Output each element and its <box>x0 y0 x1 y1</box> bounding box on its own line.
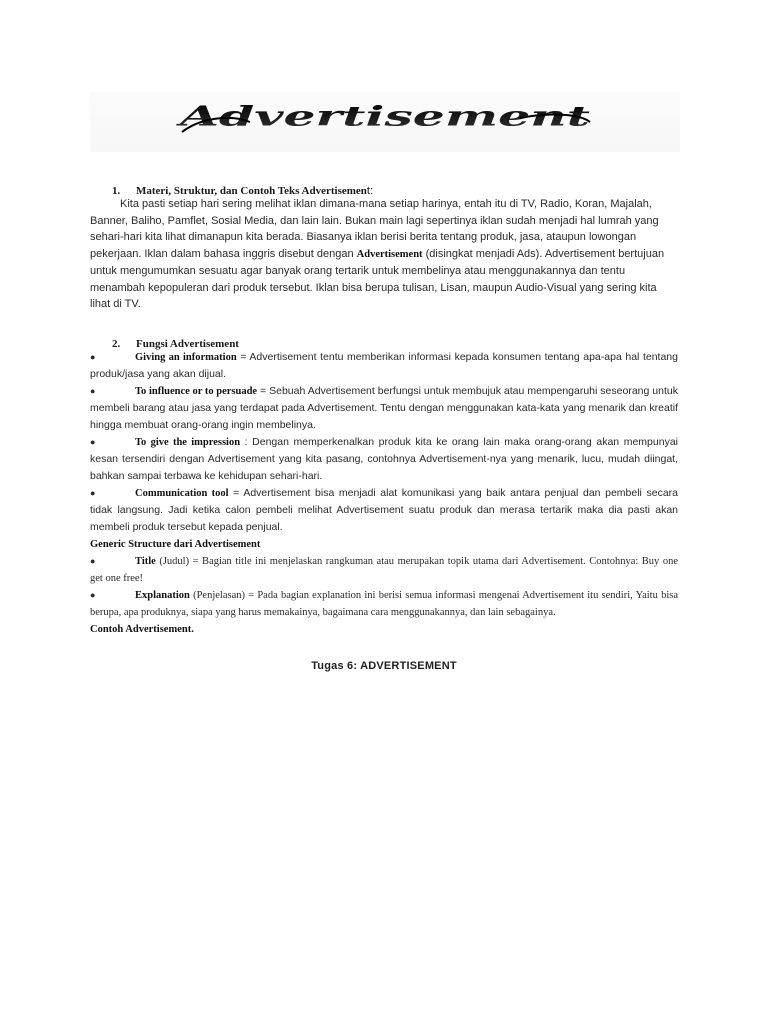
section2-bullet-list <box>90 349 678 638</box>
section2-number: 2. <box>112 338 121 350</box>
bullet-term: Explanation <box>135 590 190 601</box>
logo-wordart <box>90 92 680 152</box>
bullet-icon: ● <box>90 386 96 396</box>
list-item <box>90 349 678 383</box>
advertisement-logo <box>90 92 680 152</box>
bullet-icon: ● <box>90 352 96 362</box>
bullet-term: To influence or to persuade <box>135 386 258 397</box>
bullet-term: Giving an information <box>135 352 237 363</box>
bullet-term: To give the impression <box>135 437 241 448</box>
bullet-text: = Advertisement tentu memberikan informasi kepada konsumen tentang apa-apa hal tentang produk/jasa yang akan dijual. <box>90 351 678 380</box>
bullet-icon: ● <box>90 556 96 566</box>
bullet-icon: ● <box>90 488 96 498</box>
bullet-text: (Judul) = Bagian title ini menjelaskan rangkuman atau merupakan topik utama dari Advertisement. Contohnya: Buy one get one free! <box>90 556 678 584</box>
assignment-title: Tugas 6: ADVERTISEMENT <box>311 660 457 672</box>
section1-title: Materi, Struktur, dan Contoh Teks Advertisemen <box>136 185 367 197</box>
list-item <box>90 553 678 587</box>
section1-title-tail: t: <box>366 185 374 197</box>
bullet-text: (Penjelasan) = Pada bagian explanation ini berisi semua informasi mengenai Advertisement itu sendiri, Yaitu bisa berupa, apa produknya, siapa yang harus memakainya, bagaimana cara menggunakannya, dan lain sebagainya. <box>90 590 678 618</box>
bullet-text: = Advertisement bisa menjadi alat komunikasi yang baik antara penjual dan pembeli secara tidak langsung. Jadi ketika calon pembeli melihat Advertisement suatu produk dan merasa tertarik maka dia pasti akan membeli produk tersebut kepada penjual. <box>90 487 678 533</box>
bullet-icon: ● <box>90 590 96 600</box>
list-item <box>90 587 678 621</box>
section1-paragraph <box>90 196 678 313</box>
section1-para-bold: Advertisement <box>356 248 423 260</box>
section2-title: Fungsi Advertisement <box>136 338 239 350</box>
bullet-icon: ● <box>90 437 96 447</box>
bullet-text: : Dengan memperkenalkan produk kita ke orang lain maka orang-orang akan mempunyai kesan tersendiri dengan Advertisement yang kita pasang, contohnya Advertisement-nya yang menarik, lucu, mudah diingat, bahkan sampai terbawa ke kehidupan sehari-hari. <box>90 436 678 482</box>
bullet-text: = Sebuah Advertisement berfungsi untuk membujuk atau mempengaruhi seseorang untuk membeli barang atau jasa yang terdapat pada Advertisement. Tentu dengan menggunakan kata-kata yang menarik dan kreatif hingga membuat orang-orang ingin membelinya. <box>90 385 678 431</box>
list-item <box>90 383 678 434</box>
contoh-heading: Contoh Advertisement. <box>90 624 194 635</box>
bullet-term: Title <box>135 556 156 567</box>
generic-structure-heading: Generic Structure dari Advertisement <box>90 539 261 550</box>
bullet-term: Communication tool <box>135 488 229 499</box>
section1-number: 1. <box>112 185 121 197</box>
section1-para-a: Kita pasti setiap hari sering melihat iklan dimana-mana setiap harinya, entah itu di TV, Radio, Koran, Majalah, Banner, Baliho, Pamflet, Sosial Media, dan lain lain. Bukan main lagi sepertinya iklan sudah menjadi hal lumrah yang sehari-hari kita lihat dimanapun kita berada. Biasanya iklan berisi berita tentang produk, jasa, ataupun lowongan pekerjaan. Iklan dalam bahasa inggris disebut dengan <box>90 198 659 260</box>
list-item <box>90 485 678 536</box>
section1-para-b: (disingkat menjadi Ads). Advertisement bertujuan untuk mengumumkan sesuatu agar banyak orang tertarik untuk membelinya atau menggunakannya dan tentu menambah kepopuleran dari produk tersebut. Iklan bisa berupa tulisan, Lisan, maupun Audio-Visual yang sering kita lihat di TV. <box>90 247 665 310</box>
list-item <box>90 434 678 485</box>
logo-text: Advertisement <box>175 100 591 133</box>
